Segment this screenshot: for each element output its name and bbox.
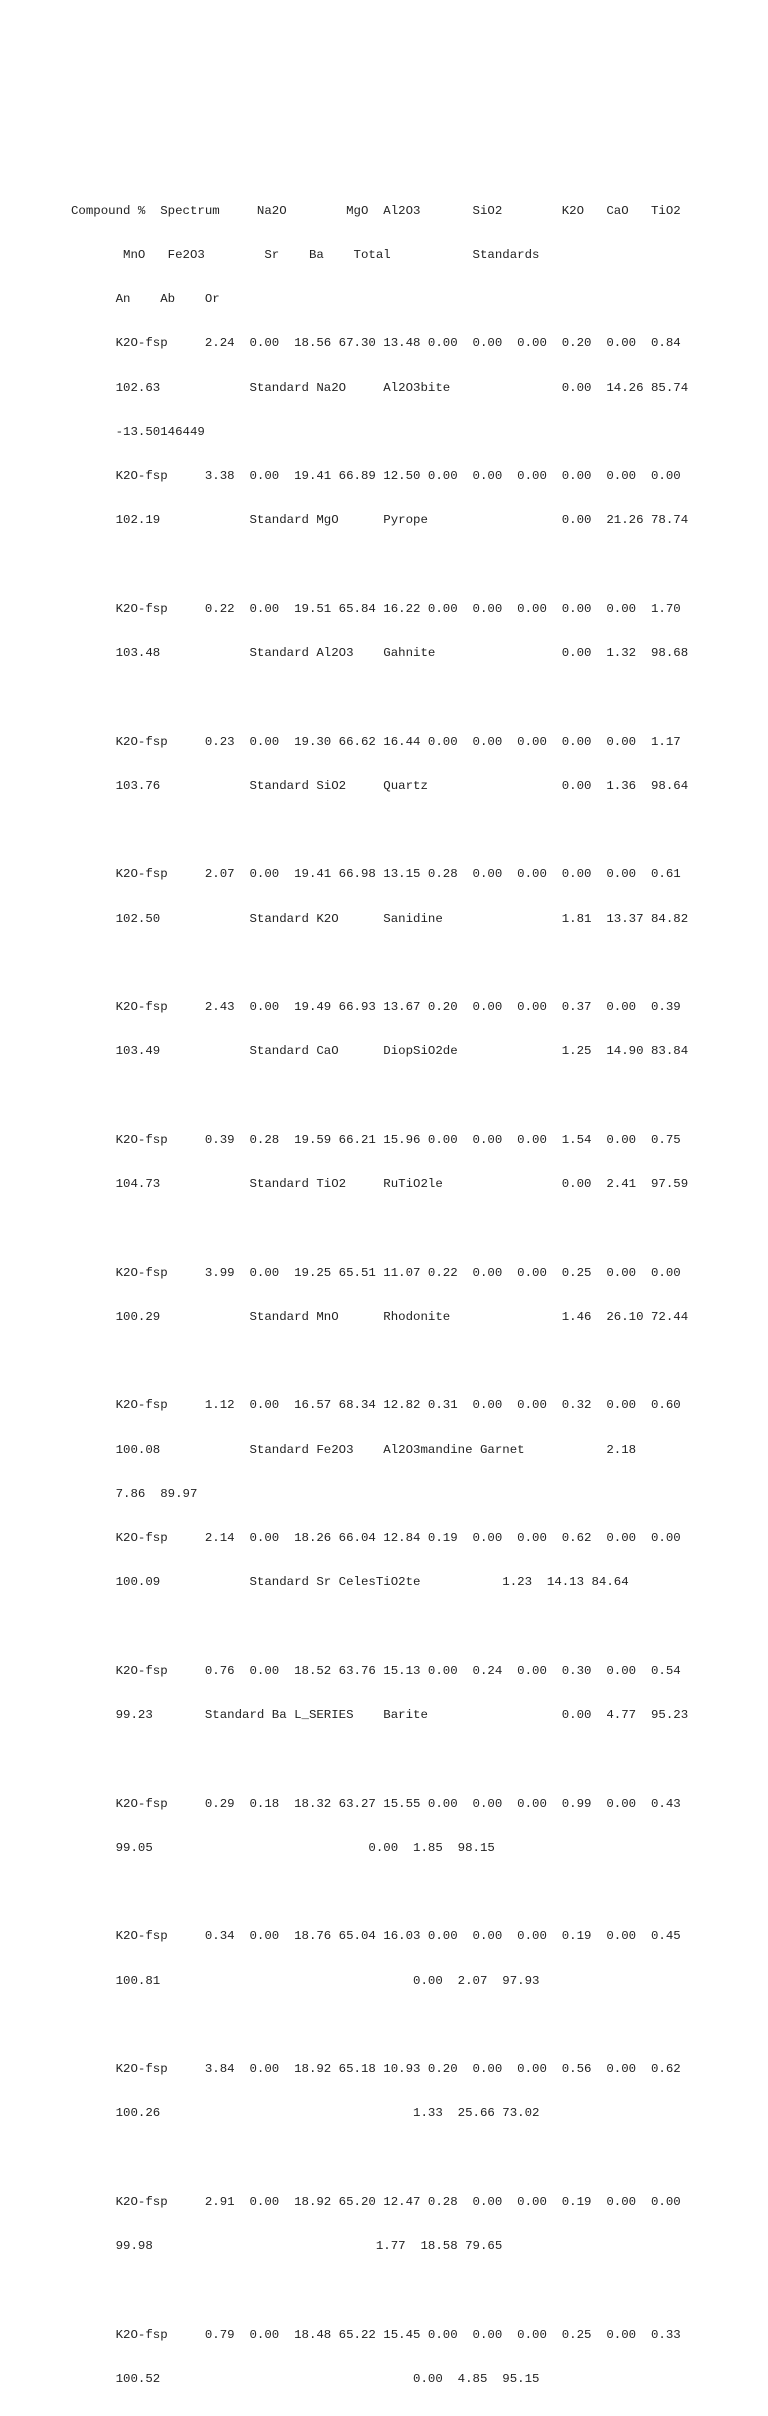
blank-line	[71, 1354, 688, 1369]
header-line-2: MnO Fe2O3 Sr Ba Total Standards	[71, 247, 540, 262]
data-line: K2O-fsp 2.43 0.00 19.49 66.93 13.67 0.20 0.00 0.00 0.37 0.00 0.39	[71, 1000, 681, 1014]
blank-line	[71, 1089, 688, 1104]
header-line-1: Compound % Spectrum Na2O MgO Al2O3 SiO2 K2O CaO TiO2	[71, 203, 681, 218]
data-line: 100.29 Standard MnO Rhodonite 1.46 26.10 72.44	[71, 1309, 689, 1324]
data-line: K2O-fsp 0.22 0.00 19.51 65.84 16.22 0.00 0.00 0.00 0.00 0.00 1.70	[71, 601, 681, 616]
data-line: 7.86 89.97	[71, 1486, 198, 1501]
data-line: 103.48 Standard Al2O3 Gahnite 0.00 1.32 98.68	[71, 646, 689, 660]
blank-line	[71, 1752, 688, 1767]
blank-line	[71, 1620, 688, 1635]
blank-line	[71, 956, 688, 971]
data-line: 100.52 0.00 4.85 95.15	[71, 2371, 540, 2386]
data-line: K2O-fsp 3.38 0.00 19.41 66.89 12.50 0.00 0.00 0.00 0.00 0.00 0.00	[71, 469, 681, 483]
data-line: K2O-fsp 1.12 0.00 16.57 68.34 12.82 0.31 0.00 0.00 0.32 0.00 0.60	[71, 1398, 681, 1413]
blank-line	[71, 2018, 688, 2033]
blank-line	[71, 1221, 688, 1236]
data-line: 100.26 1.33 25.66 73.02	[71, 2106, 540, 2121]
data-line: K2O-fsp 3.99 0.00 19.25 65.51 11.07 0.22 0.00 0.00 0.25 0.00 0.00	[71, 1265, 681, 1280]
data-line: K2O-fsp 2.14 0.00 18.26 66.04 12.84 0.19 0.00 0.00 0.62 0.00 0.00	[71, 1531, 681, 1545]
data-line: 103.49 Standard CaO DiopSiO2de 1.25 14.90 83.84	[71, 1044, 689, 1059]
data-line: 100.09 Standard Sr CelesTiO2te 1.23 14.13 84.64	[71, 1575, 629, 1590]
compound-data-text	[71, 174, 688, 2416]
blank-line	[71, 1885, 688, 1900]
data-line: 99.23 Standard Ba L_SERIES Barite 0.00 4.77 95.23	[71, 1708, 689, 1722]
data-line: K2O-fsp 2.07 0.00 19.41 66.98 13.15 0.28 0.00 0.00 0.00 0.00 0.61	[71, 867, 681, 882]
data-line: K2O-fsp 2.24 0.00 18.56 67.30 13.48 0.00 0.00 0.00 0.20 0.00 0.84	[71, 336, 681, 351]
data-line: K2O-fsp 0.39 0.28 19.59 66.21 15.96 0.00 0.00 0.00 1.54 0.00 0.75	[71, 1132, 681, 1147]
blank-line	[71, 558, 688, 573]
data-line: K2O-fsp 2.91 0.00 18.92 65.20 12.47 0.28 0.00 0.00 0.19 0.00 0.00	[71, 2194, 681, 2209]
data-line: 99.98 1.77 18.58 79.65	[71, 2239, 503, 2253]
data-line: 103.76 Standard SiO2 Quartz 0.00 1.36 98.64	[71, 778, 689, 793]
data-line: K2O-fsp 0.79 0.00 18.48 65.22 15.45 0.00 0.00 0.00 0.25 0.00 0.33	[71, 2327, 681, 2342]
blank-line	[71, 823, 688, 838]
data-line: -13.50146449	[71, 424, 205, 439]
header-line-3: An Ab Or	[71, 292, 220, 306]
data-line: 102.19 Standard MgO Pyrope 0.00 21.26 78.74	[71, 513, 689, 528]
data-line: 104.73 Standard TiO2 RuTiO2le 0.00 2.41 97.59	[71, 1177, 689, 1191]
data-line: 102.63 Standard Na2O Al2O3bite 0.00 14.26 85.74	[71, 380, 689, 395]
data-line: 100.81 0.00 2.07 97.93	[71, 1973, 540, 1988]
blank-line	[71, 2283, 688, 2298]
data-line: K2O-fsp 0.29 0.18 18.32 63.27 15.55 0.00 0.00 0.00 0.99 0.00 0.43	[71, 1796, 681, 1811]
data-line: 102.50 Standard K2O Sanidine 1.81 13.37 84.82	[71, 911, 689, 926]
blank-line	[71, 690, 688, 705]
data-line: K2O-fsp 0.34 0.00 18.76 65.04 16.03 0.00 0.00 0.00 0.19 0.00 0.45	[71, 1929, 681, 1944]
data-line: 100.08 Standard Fe2O3 Al2O3mandine Garnet 2.18	[71, 1442, 637, 1457]
data-line: K2O-fsp 0.23 0.00 19.30 66.62 16.44 0.00 0.00 0.00 0.00 0.00 1.17	[71, 734, 681, 749]
data-line: K2O-fsp 0.76 0.00 18.52 63.76 15.13 0.00 0.24 0.00 0.30 0.00 0.54	[71, 1663, 681, 1678]
data-line: 99.05 0.00 1.85 98.15	[71, 1840, 495, 1855]
data-line: K2O-fsp 3.84 0.00 18.92 65.18 10.93 0.20 0.00 0.00 0.56 0.00 0.62	[71, 2062, 681, 2076]
blank-line	[71, 2151, 688, 2166]
